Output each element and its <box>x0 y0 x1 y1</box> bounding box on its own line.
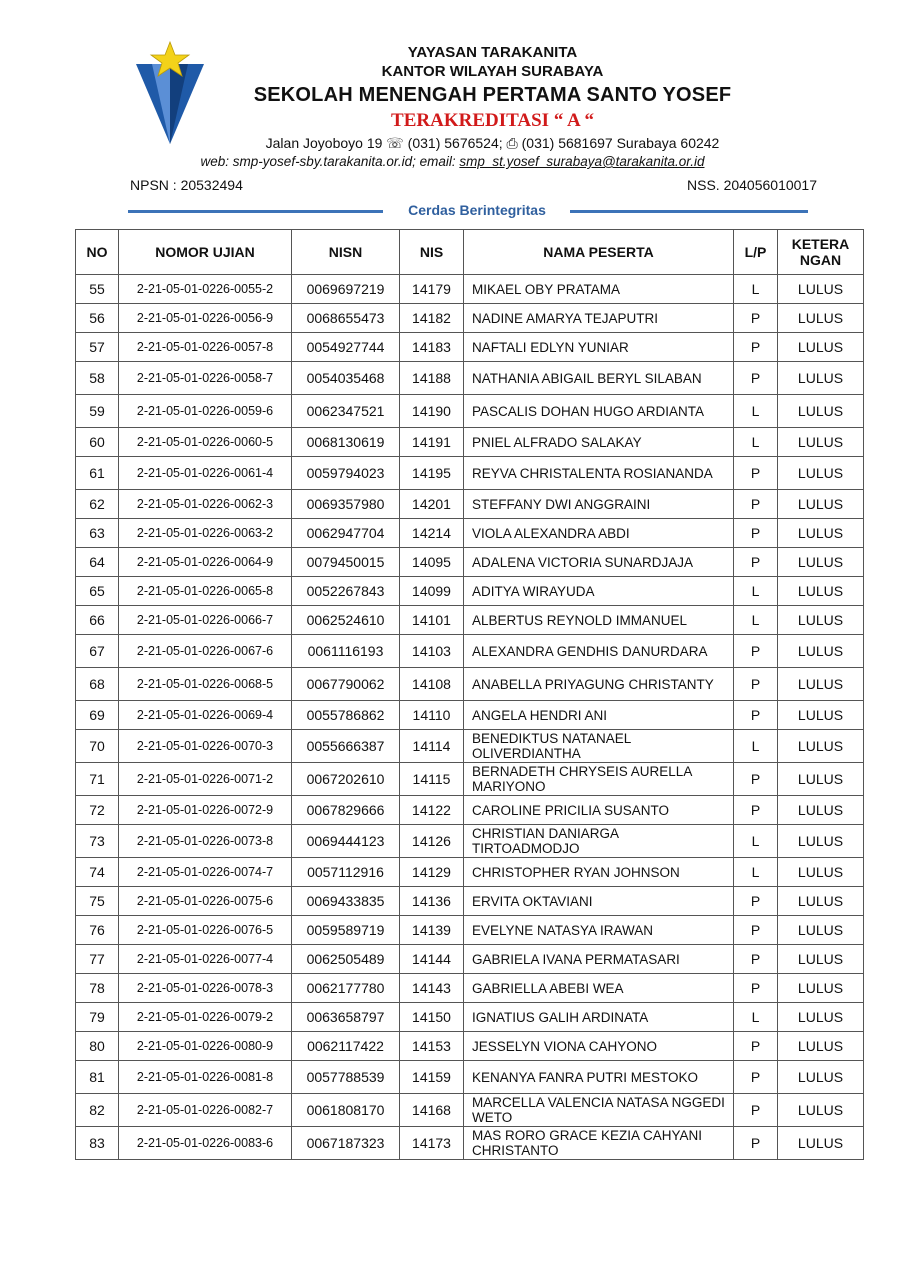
cell-nomor-ujian: 2-21-05-01-0226-0078-3 <box>119 974 292 1003</box>
cell-nis: 14173 <box>400 1127 464 1160</box>
motto-divider-left <box>128 210 383 213</box>
nss-label: NSS. 204056010017 <box>687 177 817 193</box>
cell-nis: 14122 <box>400 796 464 825</box>
cell-keterangan: LULUS <box>778 457 864 490</box>
cell-nis: 14129 <box>400 858 464 887</box>
cell-keterangan: LULUS <box>778 519 864 548</box>
table-row <box>76 1127 864 1160</box>
cell-keterangan: LULUS <box>778 548 864 577</box>
cell-nis: 14153 <box>400 1032 464 1061</box>
cell-nomor-ujian: 2-21-05-01-0226-0077-4 <box>119 945 292 974</box>
table-row <box>76 635 864 668</box>
table-row <box>76 701 864 730</box>
cell-lp: P <box>734 763 778 796</box>
cell-nomor-ujian: 2-21-05-01-0226-0056-9 <box>119 304 292 333</box>
cell-nama-peserta: IGNATIUS GALIH ARDINATA <box>464 1003 734 1032</box>
cell-nis: 14099 <box>400 577 464 606</box>
header-no: NO <box>76 230 119 275</box>
table-row <box>76 275 864 304</box>
table-row <box>76 887 864 916</box>
cell-no: 62 <box>76 490 119 519</box>
cell-keterangan: LULUS <box>778 1127 864 1160</box>
cell-nomor-ujian: 2-21-05-01-0226-0063-2 <box>119 519 292 548</box>
cell-lp: P <box>734 1094 778 1127</box>
cell-no: 74 <box>76 858 119 887</box>
cell-no: 72 <box>76 796 119 825</box>
cell-nomor-ujian: 2-21-05-01-0226-0082-7 <box>119 1094 292 1127</box>
cell-nisn: 0067829666 <box>292 796 400 825</box>
cell-nis: 14143 <box>400 974 464 1003</box>
table-row <box>76 796 864 825</box>
web-text: web: smp-yosef-sby.tarakanita.or.id; email: <box>200 154 460 169</box>
cell-lp: L <box>734 275 778 304</box>
cell-nis: 14201 <box>400 490 464 519</box>
cell-nomor-ujian: 2-21-05-01-0226-0073-8 <box>119 825 292 858</box>
cell-nama-peserta: BERNADETH CHRYSEIS AURELLA MARIYONO <box>464 763 734 796</box>
motto-divider-right <box>570 210 808 213</box>
cell-keterangan: LULUS <box>778 1032 864 1061</box>
table-row <box>76 333 864 362</box>
table-row <box>76 606 864 635</box>
cell-nama-peserta: REYVA CHRISTALENTA ROSIANANDA <box>464 457 734 490</box>
cell-no: 61 <box>76 457 119 490</box>
cell-nama-peserta: PASCALIS DOHAN HUGO ARDIANTA <box>464 395 734 428</box>
cell-lp: P <box>734 916 778 945</box>
cell-nomor-ujian: 2-21-05-01-0226-0068-5 <box>119 668 292 701</box>
cell-nis: 14108 <box>400 668 464 701</box>
cell-no: 57 <box>76 333 119 362</box>
cell-nisn: 0063658797 <box>292 1003 400 1032</box>
web-email-line <box>0 154 905 169</box>
table-row <box>76 1003 864 1032</box>
table-row <box>76 519 864 548</box>
cell-nama-peserta: ALBERTUS REYNOLD IMMANUEL <box>464 606 734 635</box>
table-row <box>76 577 864 606</box>
header-nis: NIS <box>400 230 464 275</box>
cell-no: 64 <box>76 548 119 577</box>
cell-nisn: 0062947704 <box>292 519 400 548</box>
cell-nama-peserta: ALEXANDRA GENDHIS DANURDARA <box>464 635 734 668</box>
table-row <box>76 1094 864 1127</box>
cell-nis: 14195 <box>400 457 464 490</box>
cell-nisn: 0067187323 <box>292 1127 400 1160</box>
cell-nis: 14182 <box>400 304 464 333</box>
cell-nama-peserta: PNIEL ALFRADO SALAKAY <box>464 428 734 457</box>
cell-nomor-ujian: 2-21-05-01-0226-0069-4 <box>119 701 292 730</box>
table-row <box>76 974 864 1003</box>
cell-nomor-ujian: 2-21-05-01-0226-0059-6 <box>119 395 292 428</box>
cell-lp: L <box>734 577 778 606</box>
table-row <box>76 362 864 395</box>
cell-nisn: 0079450015 <box>292 548 400 577</box>
table-body <box>76 275 864 1160</box>
cell-nisn: 0061808170 <box>292 1094 400 1127</box>
cell-nomor-ujian: 2-21-05-01-0226-0070-3 <box>119 730 292 763</box>
cell-nis: 14095 <box>400 548 464 577</box>
cell-keterangan: LULUS <box>778 333 864 362</box>
cell-lp: P <box>734 1127 778 1160</box>
cell-nisn: 0068655473 <box>292 304 400 333</box>
cell-lp: P <box>734 796 778 825</box>
cell-keterangan: LULUS <box>778 304 864 333</box>
cell-nama-peserta: ANGELA HENDRI ANI <box>464 701 734 730</box>
cell-no: 56 <box>76 304 119 333</box>
cell-nama-peserta: NATHANIA ABIGAIL BERYL SILABAN <box>464 362 734 395</box>
cell-nama-peserta: KENANYA FANRA PUTRI MESTOKO <box>464 1061 734 1094</box>
cell-no: 65 <box>76 577 119 606</box>
table-row <box>76 395 864 428</box>
cell-lp: P <box>734 945 778 974</box>
cell-keterangan: LULUS <box>778 275 864 304</box>
table-row <box>76 428 864 457</box>
cell-nomor-ujian: 2-21-05-01-0226-0076-5 <box>119 916 292 945</box>
cell-nisn: 0062177780 <box>292 974 400 1003</box>
cell-lp: L <box>734 395 778 428</box>
cell-keterangan: LULUS <box>778 428 864 457</box>
accreditation-label: TERAKREDITASI “ A “ <box>391 110 594 131</box>
school-address: Jalan Joyoboyo 19 ☏ (031) 5676524; ⎙ (031) 5681697 Surabaya 60242 <box>265 135 720 151</box>
cell-keterangan: LULUS <box>778 1003 864 1032</box>
cell-keterangan: LULUS <box>778 945 864 974</box>
cell-nisn: 0067202610 <box>292 763 400 796</box>
cell-nis: 14191 <box>400 428 464 457</box>
cell-lp: P <box>734 701 778 730</box>
cell-nama-peserta: NAFTALI EDLYN YUNIAR <box>464 333 734 362</box>
cell-nisn: 0061116193 <box>292 635 400 668</box>
cell-no: 77 <box>76 945 119 974</box>
cell-nama-peserta: ADALENA VICTORIA SUNARDJAJA <box>464 548 734 577</box>
cell-nis: 14114 <box>400 730 464 763</box>
cell-no: 82 <box>76 1094 119 1127</box>
cell-nama-peserta: BENEDIKTUS NATANAEL OLIVERDIANTHA <box>464 730 734 763</box>
cell-no: 66 <box>76 606 119 635</box>
cell-nomor-ujian: 2-21-05-01-0226-0065-8 <box>119 577 292 606</box>
cell-nisn: 0068130619 <box>292 428 400 457</box>
cell-nisn: 0055666387 <box>292 730 400 763</box>
cell-nama-peserta: ANABELLA PRIYAGUNG CHRISTANTY <box>464 668 734 701</box>
table-row <box>76 763 864 796</box>
cell-nis: 14126 <box>400 825 464 858</box>
cell-keterangan: LULUS <box>778 1061 864 1094</box>
cell-nomor-ujian: 2-21-05-01-0226-0072-9 <box>119 796 292 825</box>
cell-nis: 14168 <box>400 1094 464 1127</box>
cell-nisn: 0067790062 <box>292 668 400 701</box>
cell-lp: P <box>734 887 778 916</box>
cell-keterangan: LULUS <box>778 825 864 858</box>
cell-no: 68 <box>76 668 119 701</box>
cell-nisn: 0069697219 <box>292 275 400 304</box>
office-name: KANTOR WILAYAH SURABAYA <box>381 63 604 80</box>
cell-lp: L <box>734 825 778 858</box>
cell-nisn: 0069444123 <box>292 825 400 858</box>
cell-no: 81 <box>76 1061 119 1094</box>
cell-nis: 14179 <box>400 275 464 304</box>
cell-nama-peserta: NADINE AMARYA TEJAPUTRI <box>464 304 734 333</box>
cell-lp: L <box>734 858 778 887</box>
cell-nisn: 0054927744 <box>292 333 400 362</box>
cell-nisn: 0062505489 <box>292 945 400 974</box>
cell-keterangan: LULUS <box>778 577 864 606</box>
cell-keterangan: LULUS <box>778 606 864 635</box>
cell-nomor-ujian: 2-21-05-01-0226-0079-2 <box>119 1003 292 1032</box>
cell-nisn: 0054035468 <box>292 362 400 395</box>
header-keterangan: KETERA NGAN <box>778 230 864 275</box>
cell-nisn: 0069357980 <box>292 490 400 519</box>
cell-nama-peserta: CHRISTOPHER RYAN JOHNSON <box>464 858 734 887</box>
cell-keterangan: LULUS <box>778 763 864 796</box>
cell-nama-peserta: CAROLINE PRICILIA SUSANTO <box>464 796 734 825</box>
cell-nama-peserta: JESSELYN VIONA CAHYONO <box>464 1032 734 1061</box>
cell-nis: 14136 <box>400 887 464 916</box>
cell-lp: L <box>734 730 778 763</box>
header-nomor-ujian: NOMOR UJIAN <box>119 230 292 275</box>
cell-nomor-ujian: 2-21-05-01-0226-0067-6 <box>119 635 292 668</box>
cell-no: 79 <box>76 1003 119 1032</box>
cell-nomor-ujian: 2-21-05-01-0226-0062-3 <box>119 490 292 519</box>
cell-lp: P <box>734 333 778 362</box>
cell-nomor-ujian: 2-21-05-01-0226-0064-9 <box>119 548 292 577</box>
table-row <box>76 858 864 887</box>
cell-keterangan: LULUS <box>778 395 864 428</box>
table-row <box>76 457 864 490</box>
cell-keterangan: LULUS <box>778 974 864 1003</box>
cell-nomor-ujian: 2-21-05-01-0226-0066-7 <box>119 606 292 635</box>
cell-nama-peserta: MARCELLA VALENCIA NATASA NGGEDI WETO <box>464 1094 734 1127</box>
cell-nisn: 0055786862 <box>292 701 400 730</box>
cell-nomor-ujian: 2-21-05-01-0226-0055-2 <box>119 275 292 304</box>
table-row <box>76 668 864 701</box>
cell-lp: L <box>734 428 778 457</box>
cell-nomor-ujian: 2-21-05-01-0226-0060-5 <box>119 428 292 457</box>
cell-nis: 14150 <box>400 1003 464 1032</box>
cell-no: 67 <box>76 635 119 668</box>
cell-no: 76 <box>76 916 119 945</box>
cell-nisn: 0059794023 <box>292 457 400 490</box>
cell-nomor-ujian: 2-21-05-01-0226-0074-7 <box>119 858 292 887</box>
cell-lp: P <box>734 1032 778 1061</box>
npsn-label: NPSN : 20532494 <box>130 177 243 193</box>
foundation-name: YAYASAN TARAKANITA <box>407 44 578 61</box>
cell-keterangan: LULUS <box>778 362 864 395</box>
table-row <box>76 916 864 945</box>
cell-no: 73 <box>76 825 119 858</box>
cell-lp: P <box>734 668 778 701</box>
cell-lp: P <box>734 1061 778 1094</box>
cell-keterangan: LULUS <box>778 858 864 887</box>
cell-keterangan: LULUS <box>778 796 864 825</box>
cell-nis: 14139 <box>400 916 464 945</box>
cell-nis: 14159 <box>400 1061 464 1094</box>
cell-keterangan: LULUS <box>778 1094 864 1127</box>
cell-lp: P <box>734 490 778 519</box>
header-nama-peserta: NAMA PESERTA <box>464 230 734 275</box>
motto-text: Cerdas Berintegritas <box>408 202 546 218</box>
header-nisn: NISN <box>292 230 400 275</box>
cell-nomor-ujian: 2-21-05-01-0226-0057-8 <box>119 333 292 362</box>
table-header-row <box>76 230 864 275</box>
table-row <box>76 490 864 519</box>
cell-nomor-ujian: 2-21-05-01-0226-0061-4 <box>119 457 292 490</box>
cell-nama-peserta: EVELYNE NATASYA IRAWAN <box>464 916 734 945</box>
cell-no: 83 <box>76 1127 119 1160</box>
cell-lp: L <box>734 606 778 635</box>
cell-keterangan: LULUS <box>778 635 864 668</box>
cell-no: 71 <box>76 763 119 796</box>
cell-nisn: 0057112916 <box>292 858 400 887</box>
cell-nama-peserta: GABRIELLA ABEBI WEA <box>464 974 734 1003</box>
cell-lp: P <box>734 519 778 548</box>
cell-nama-peserta: MIKAEL OBY PRATAMA <box>464 275 734 304</box>
cell-no: 75 <box>76 887 119 916</box>
cell-no: 63 <box>76 519 119 548</box>
cell-nama-peserta: MAS RORO GRACE KEZIA CAHYANI CHRISTANTO <box>464 1127 734 1160</box>
cell-nomor-ujian: 2-21-05-01-0226-0081-8 <box>119 1061 292 1094</box>
cell-nis: 14188 <box>400 362 464 395</box>
cell-keterangan: LULUS <box>778 668 864 701</box>
table-row <box>76 1032 864 1061</box>
cell-nama-peserta: STEFFANY DWI ANGGRAINI <box>464 490 734 519</box>
table-row <box>76 1061 864 1094</box>
cell-nisn: 0062524610 <box>292 606 400 635</box>
cell-lp: P <box>734 362 778 395</box>
cell-nama-peserta: ADITYA WIRAYUDA <box>464 577 734 606</box>
cell-no: 78 <box>76 974 119 1003</box>
cell-no: 69 <box>76 701 119 730</box>
cell-nisn: 0059589719 <box>292 916 400 945</box>
cell-no: 60 <box>76 428 119 457</box>
cell-nama-peserta: CHRISTIAN DANIARGA TIRTOADMODJO <box>464 825 734 858</box>
cell-nama-peserta: GABRIELA IVANA PERMATASARI <box>464 945 734 974</box>
table-row <box>76 548 864 577</box>
cell-nama-peserta: VIOLA ALEXANDRA ABDI <box>464 519 734 548</box>
cell-nomor-ujian: 2-21-05-01-0226-0071-2 <box>119 763 292 796</box>
cell-keterangan: LULUS <box>778 916 864 945</box>
cell-nis: 14110 <box>400 701 464 730</box>
cell-no: 70 <box>76 730 119 763</box>
cell-nisn: 0052267843 <box>292 577 400 606</box>
motto-banner <box>128 201 808 221</box>
cell-lp: P <box>734 457 778 490</box>
cell-nis: 14190 <box>400 395 464 428</box>
table-row <box>76 304 864 333</box>
table-row <box>76 825 864 858</box>
cell-nis: 14144 <box>400 945 464 974</box>
cell-no: 58 <box>76 362 119 395</box>
cell-nisn: 0069433835 <box>292 887 400 916</box>
table-row <box>76 730 864 763</box>
school-name: SEKOLAH MENENGAH PERTAMA SANTO YOSEF <box>253 84 732 106</box>
cell-lp: L <box>734 1003 778 1032</box>
cell-lp: P <box>734 548 778 577</box>
cell-keterangan: LULUS <box>778 730 864 763</box>
cell-lp: P <box>734 635 778 668</box>
cell-nis: 14183 <box>400 333 464 362</box>
cell-nis: 14115 <box>400 763 464 796</box>
cell-nomor-ujian: 2-21-05-01-0226-0080-9 <box>119 1032 292 1061</box>
cell-no: 59 <box>76 395 119 428</box>
cell-nomor-ujian: 2-21-05-01-0226-0083-6 <box>119 1127 292 1160</box>
cell-lp: P <box>734 304 778 333</box>
email-link[interactable]: smp_st.yosef_surabaya@tarakanita.or.id <box>459 154 705 169</box>
cell-nisn: 0062347521 <box>292 395 400 428</box>
cell-no: 80 <box>76 1032 119 1061</box>
cell-nisn: 0062117422 <box>292 1032 400 1061</box>
cell-nis: 14214 <box>400 519 464 548</box>
cell-keterangan: LULUS <box>778 490 864 519</box>
cell-nama-peserta: ERVITA OKTAVIANI <box>464 887 734 916</box>
student-results-table <box>75 229 864 1160</box>
cell-nisn: 0057788539 <box>292 1061 400 1094</box>
header-lp: L/P <box>734 230 778 275</box>
cell-nis: 14103 <box>400 635 464 668</box>
cell-lp: P <box>734 974 778 1003</box>
cell-nomor-ujian: 2-21-05-01-0226-0058-7 <box>119 362 292 395</box>
table-row <box>76 945 864 974</box>
cell-keterangan: LULUS <box>778 887 864 916</box>
cell-nomor-ujian: 2-21-05-01-0226-0075-6 <box>119 887 292 916</box>
cell-no: 55 <box>76 275 119 304</box>
cell-keterangan: LULUS <box>778 701 864 730</box>
cell-nis: 14101 <box>400 606 464 635</box>
